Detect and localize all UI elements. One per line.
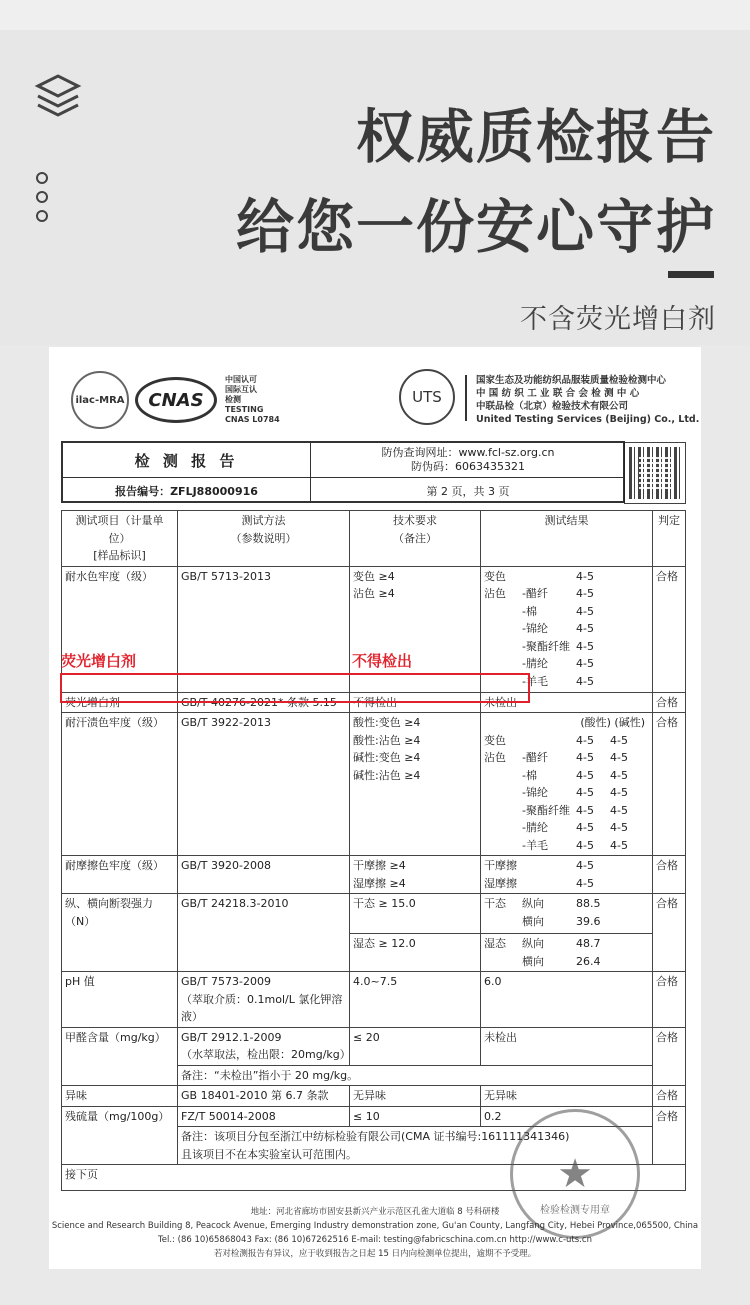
test-results-table: [61, 510, 686, 1191]
result-cell: 48.7: [576, 937, 601, 950]
result-cell: 4-5: [576, 622, 594, 635]
result-cell: [484, 655, 522, 673]
result-cell: 湿态: [484, 937, 506, 950]
result-cell: -羊毛: [522, 838, 548, 852]
uts-logo: UTS: [399, 369, 455, 425]
result-cell: [522, 568, 576, 586]
report-number: 报告编号：ZFLJ88000916: [63, 478, 311, 503]
result-cell: -聚酯纤维: [522, 803, 570, 817]
result-cell: [610, 585, 640, 603]
result-cell: [610, 895, 640, 913]
result-cell: 4-5: [576, 639, 594, 653]
dots-icon: [36, 172, 48, 229]
report-footer: 地址：河北省廊坊市固安县新兴产业示范区孔雀大道临 8 号科研楼 Science and Research Building 8, Peacock Avenue, Emerging Industry demonstration zone, Gu'an County, Langfang City, Hebei Province,065500, China Tel.: (86 10)65868043 Fax: (86 10)67262516 E-mail: testing@fabricschina.com.cn http://www.c-uts.cn 若对检测报告有异议，应于收到报告之日起 15 日内向检测单位提出，逾期不予受理。: [51, 1207, 699, 1259]
result-cell: -腈纶: [522, 657, 548, 670]
result-cell: 4-5: [610, 733, 628, 747]
table-row-fluorescent: 荧光增白剂 GB/T 40276-2021* 条款 5.15 不得检出 未检出 合格: [62, 692, 686, 713]
result-cell: -醋纤: [522, 587, 548, 600]
result-cell: [522, 875, 576, 893]
hero-title: 权威质检报告: [355, 103, 716, 171]
result-cell: [484, 767, 522, 785]
table-note-row: 备注：该项目分包至浙江中纺标检验有限公司(CMA 证书编号:161111341346) 且该项目不在本实验室认可范围内。: [62, 1127, 686, 1165]
result-cell: [610, 857, 640, 875]
top-strip: [0, 0, 750, 30]
result-cell: [610, 875, 640, 893]
result-cell: [484, 638, 522, 656]
result-cell: [610, 673, 640, 691]
cnas-logo: CNAS: [135, 377, 217, 423]
result-cell: 4-5: [610, 803, 628, 817]
result-cell: [484, 603, 522, 621]
result-cell: [610, 603, 640, 621]
result-cell: 变色: [484, 569, 506, 583]
highlight-box: [60, 673, 530, 703]
result-cell: -锦纶: [522, 786, 548, 799]
result-cell: [610, 638, 640, 656]
result-cell: 26.4: [576, 954, 601, 968]
result-cell: 4-5: [610, 838, 628, 852]
result-cell: [610, 568, 640, 586]
table-row: 甲醛含量（mg/kg） GB/T 2912.1-2009 （水萃取法，检出限：20mg/kg） ≤ 20 未检出 合格: [62, 1027, 686, 1065]
continued-row: 接下页: [62, 1165, 686, 1191]
result-cell: 纵向: [522, 937, 544, 950]
result-cell: 4-5: [576, 821, 594, 834]
result-cell: [522, 857, 576, 875]
result-cell: -醋纤: [522, 751, 548, 764]
logo-divider: [465, 375, 467, 421]
result-cell: -锦纶: [522, 622, 548, 635]
table-note-row: 备注：“未检出”指小于 20 mg/kg。: [62, 1065, 686, 1086]
lab-name: 国家生态及功能纺织品服装质量检验检测中心 中 国 纺 织 工 业 联 合 会 检 测 中 心 中联品检（北京）检验技术有限公司 United Testing Services (Beijing) Co., Ltd.: [476, 375, 700, 425]
hero-subtitle: 不含荧光增白剂: [520, 304, 716, 335]
result-cell: 4-5: [576, 657, 594, 670]
annotation-req-label: 不得检出: [352, 652, 413, 670]
result-cell: 4-5: [610, 751, 628, 764]
result-cell: 4-5: [576, 768, 594, 782]
result-cell: [484, 784, 522, 802]
result-cell: 沾色: [484, 751, 506, 764]
report-title: 检 测 报 告: [63, 443, 311, 478]
result-cell: -腈纶: [522, 821, 548, 834]
result-cell: 4-5: [610, 768, 628, 782]
hero-title-2: 给您一份安心守护: [235, 193, 716, 261]
result-cell: [610, 655, 640, 673]
hero-banner: [0, 0, 750, 345]
result-cell: [484, 819, 522, 837]
result-cell: 干摩擦: [484, 859, 517, 872]
table-row: 湿态 ≥ 12.0 湿态 纵向 48.7 横向 26.4: [62, 934, 686, 972]
divider-bar: [668, 271, 714, 278]
result-cell: 湿摩擦: [484, 876, 517, 890]
result-cell: 4-5: [576, 838, 594, 852]
result-cell: 纵向: [522, 897, 544, 910]
result-cell: 4-5: [576, 604, 594, 618]
result-cell: 4-5: [576, 751, 594, 764]
official-seal: ★ 检验检测专用章: [510, 1109, 640, 1239]
result-cell: 88.5: [576, 897, 601, 910]
result-cell: [522, 732, 576, 750]
table-row: 耐水色牢度（级） GB/T 5713-2013 变色 ≥4 沾色 ≥4 变色 4-5 沾色 -醋纤 4-5 -棉 4-5 -锦纶 4-5 -聚酯纤维 4-5 -腈纶 4-5 -羊毛 4-5 合格: [62, 566, 686, 692]
qr-code-icon: [625, 443, 685, 503]
result-cell: 4-5: [576, 876, 594, 890]
table-header-row: 测试项目（计量单位） [样品标识] 测试方法 （参数说明） 技术要求 （备注） 测试结果 判定: [62, 511, 686, 567]
result-cell: 4-5: [610, 786, 628, 799]
result-cell: [610, 953, 640, 971]
result-cell: [610, 935, 640, 953]
result-cell: [610, 913, 640, 931]
table-row: 残硫量（mg/100g） FZ/T 50014-2008 ≤ 10 0.2 合格: [62, 1106, 686, 1127]
table-row: 异味 GB 18401-2010 第 6.7 条款 无异味 无异味 合格: [62, 1086, 686, 1107]
cnas-caption: 中国认可 国际互认 检测 TESTING CNAS L0784: [225, 375, 280, 424]
table-row: 纵、横向断裂强力（N） GB/T 24218.3-2010 干态 ≥ 15.0 干态 纵向 88.5 横向 39.6 合格: [62, 894, 686, 934]
result-cell: 4-5: [610, 821, 628, 834]
result-cell: [610, 620, 640, 638]
result-cell: 横向: [522, 914, 544, 928]
result-cell: -聚酯纤维: [522, 639, 570, 653]
result-cell: 4-5: [576, 733, 594, 747]
report-paper: [49, 347, 701, 1269]
result-cell: 横向: [522, 954, 544, 968]
table-row: 耐摩擦色牢度（级） GB/T 3920-2008 干摩擦 ≥4 湿摩擦 ≥4 干摩擦 4-5 湿摩擦 4-5 合格: [62, 856, 686, 894]
result-cell: 4-5: [576, 859, 594, 872]
result-cell: [484, 837, 522, 855]
report-header-box: [61, 441, 625, 503]
result-cell: 干态: [484, 897, 506, 910]
result-cell: 4-5: [576, 569, 594, 583]
result-cell: 4-5: [576, 803, 594, 817]
result-cell: [484, 953, 522, 971]
page-indicator: 第 2 页，共 3 页: [426, 484, 510, 498]
result-cell: 4-5: [576, 587, 594, 600]
layers-icon: [34, 72, 82, 122]
result-cell: 4-5: [576, 786, 594, 799]
result-cell: 变色: [484, 733, 506, 747]
table-row: pH 值 GB/T 7573-2009 （萃取介质：0.1mol/L 氯化钾溶液） 4.0~7.5 6.0 合格: [62, 972, 686, 1028]
result-cell: 39.6: [576, 914, 601, 928]
anti-fake-info: 防伪查询网址：www.fcl-sz.org.cn 防伪码：6063435321: [311, 443, 625, 478]
result-cell: [484, 913, 522, 931]
result-cell: -羊毛: [522, 674, 548, 688]
table-row: 耐汗渍色牢度（级） GB/T 3922-2013 酸性:变色 ≥4 酸性:沾色 ≥4 碱性:变色 ≥4 碱性:沾色 ≥4 (酸性) (碱性) 变色 4-5 4-5 沾色 -醋纤 4-5 4-5 -棉 4-5 4-5 -锦纶 4-5 4-5 -聚酯纤维 4-5 4-5 -腈纶 4-5 4-5 -羊毛 4-5 4-5 合格: [62, 713, 686, 856]
result-cell: -棉: [522, 604, 537, 618]
annotation-item-label: 荧光增白剂: [61, 652, 137, 670]
result-cell: -棉: [522, 768, 537, 782]
result-cell: 沾色: [484, 587, 506, 600]
result-cell: [484, 620, 522, 638]
ilac-logo: ilac-MRA: [71, 371, 129, 429]
result-cell: [484, 802, 522, 820]
result-cell: 4-5: [576, 674, 594, 688]
